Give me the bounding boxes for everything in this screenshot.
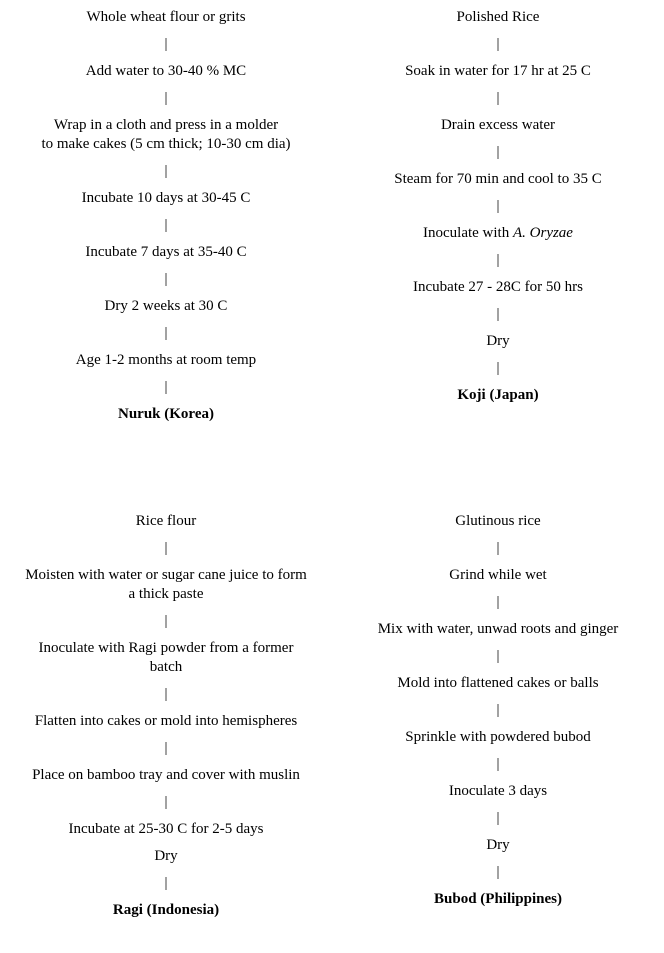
flow-connector: | — [164, 794, 168, 810]
step-text: Whole wheat flour or grits — [86, 9, 246, 25]
step-text: Polished Rice — [456, 9, 540, 25]
flow-step — [82, 189, 251, 208]
flow-step — [394, 170, 601, 189]
flow-connector: | — [164, 163, 168, 179]
flow-step — [455, 512, 540, 531]
flow-result-ragi: Ragi (Indonesia) — [112, 902, 220, 918]
flow-connector: | — [164, 613, 168, 629]
step-text: Incubate 7 days at 35-40 C — [85, 244, 247, 260]
flow-step — [449, 566, 546, 585]
flow-connector: | — [496, 252, 500, 268]
flow-step — [449, 782, 547, 801]
flow-connector: | — [496, 864, 500, 880]
step-text: batch — [149, 659, 183, 675]
step-text: Inoculate with — [423, 225, 513, 241]
step-text: Mold into flattened cakes or balls — [397, 675, 599, 691]
flow-connector: | — [496, 540, 500, 556]
flow-connector: | — [496, 594, 500, 610]
flow-connector: | — [164, 686, 168, 702]
step-text: Inoculate with Ragi powder from a former — [38, 640, 294, 656]
step-text: Moisten with water or sugar cane juice to form — [25, 567, 307, 583]
flow-step — [378, 620, 619, 639]
flow-result-bubod: Bubod (Philippines) — [434, 891, 562, 907]
flow-connector: | — [164, 875, 168, 891]
flow-connector: | — [164, 325, 168, 341]
flow-connector: | — [164, 271, 168, 287]
flow-step — [76, 351, 256, 370]
flow-step — [25, 566, 307, 604]
step-text: Dry 2 weeks at 30 C — [104, 298, 228, 314]
step-text: Incubate at 25-30 C for 2-5 days — [68, 821, 264, 837]
step-text: Sprinkle with powdered bubod — [405, 729, 591, 745]
flow-bubod — [332, 512, 664, 909]
flow-step — [86, 8, 245, 27]
step-text: Dry — [154, 848, 178, 864]
flow-step — [105, 297, 228, 316]
flow-connector: | — [164, 90, 168, 106]
flow-connector: | — [164, 217, 168, 233]
flow-step — [39, 639, 294, 677]
flow-connector: | — [164, 379, 168, 395]
step-text: Age 1-2 months at room temp — [75, 352, 257, 368]
step-text: Inoculate 3 days — [448, 783, 548, 799]
flow-connector: | — [164, 740, 168, 756]
flow-step — [405, 62, 591, 81]
step-text: Incubate 27 - 28C for 50 hrs — [413, 279, 583, 295]
step-text: Steam for 70 min and cool to 35 C — [394, 171, 602, 187]
flow-result-koji: Koji (Japan) — [457, 387, 539, 403]
flow-connector: | — [496, 360, 500, 376]
flow-step — [86, 62, 246, 81]
flow-connector: | — [164, 540, 168, 556]
flow-connector: | — [496, 810, 500, 826]
flow-connector: | — [164, 36, 168, 52]
flow-step — [486, 332, 509, 351]
step-text: Dry — [486, 333, 510, 349]
step-text: Grind while wet — [449, 567, 547, 583]
flow-step — [405, 728, 590, 747]
flow-step — [69, 820, 264, 839]
step-text: Rice flour — [135, 513, 197, 529]
flow-result-nuruk: Nuruk (Korea) — [118, 406, 214, 422]
flow-step — [413, 278, 583, 297]
step-text: Flatten into cakes or mold into hemispheres — [34, 713, 298, 729]
flow-step — [32, 766, 300, 785]
flow-connector: | — [496, 198, 500, 214]
flow-connector: | — [496, 648, 500, 664]
step-text: Dry — [486, 837, 510, 853]
flow-connector: | — [496, 36, 500, 52]
flow-connector: | — [496, 90, 500, 106]
flow-ragi — [0, 512, 332, 920]
flow-step — [457, 8, 540, 27]
flow-step — [441, 116, 555, 135]
flow-step — [397, 674, 598, 693]
flow-connector: | — [496, 306, 500, 322]
flow-connector: | — [496, 144, 500, 160]
flow-step — [136, 512, 196, 531]
flow-step — [486, 836, 509, 855]
step-text: Add water to 30-40 % MC — [85, 63, 247, 79]
step-text: a thick paste — [128, 586, 204, 602]
flow-step — [423, 224, 573, 243]
flow-connector: | — [496, 756, 500, 772]
flow-step — [41, 116, 290, 154]
flow-connector: | — [496, 702, 500, 718]
flow-step — [154, 847, 177, 866]
step-text: to make cakes (5 cm thick; 10-30 cm dia) — [41, 136, 291, 152]
step-text: Soak in water for 17 hr at 25 C — [405, 63, 591, 79]
step-text: Incubate 10 days at 30-45 C — [81, 190, 251, 206]
flow-step — [35, 712, 297, 731]
species-name: A. Oryzae — [512, 225, 573, 241]
step-text: Wrap in a cloth and press in a molder — [53, 117, 279, 133]
flow-step — [85, 243, 246, 262]
step-text: Place on bamboo tray and cover with muslin — [32, 767, 300, 783]
step-text: Drain excess water — [440, 117, 556, 133]
flow-koji — [332, 8, 664, 405]
flow-nuruk — [0, 8, 332, 424]
step-text: Mix with water, unwad roots and ginger — [377, 621, 619, 637]
step-text: Glutinous rice — [455, 513, 541, 529]
